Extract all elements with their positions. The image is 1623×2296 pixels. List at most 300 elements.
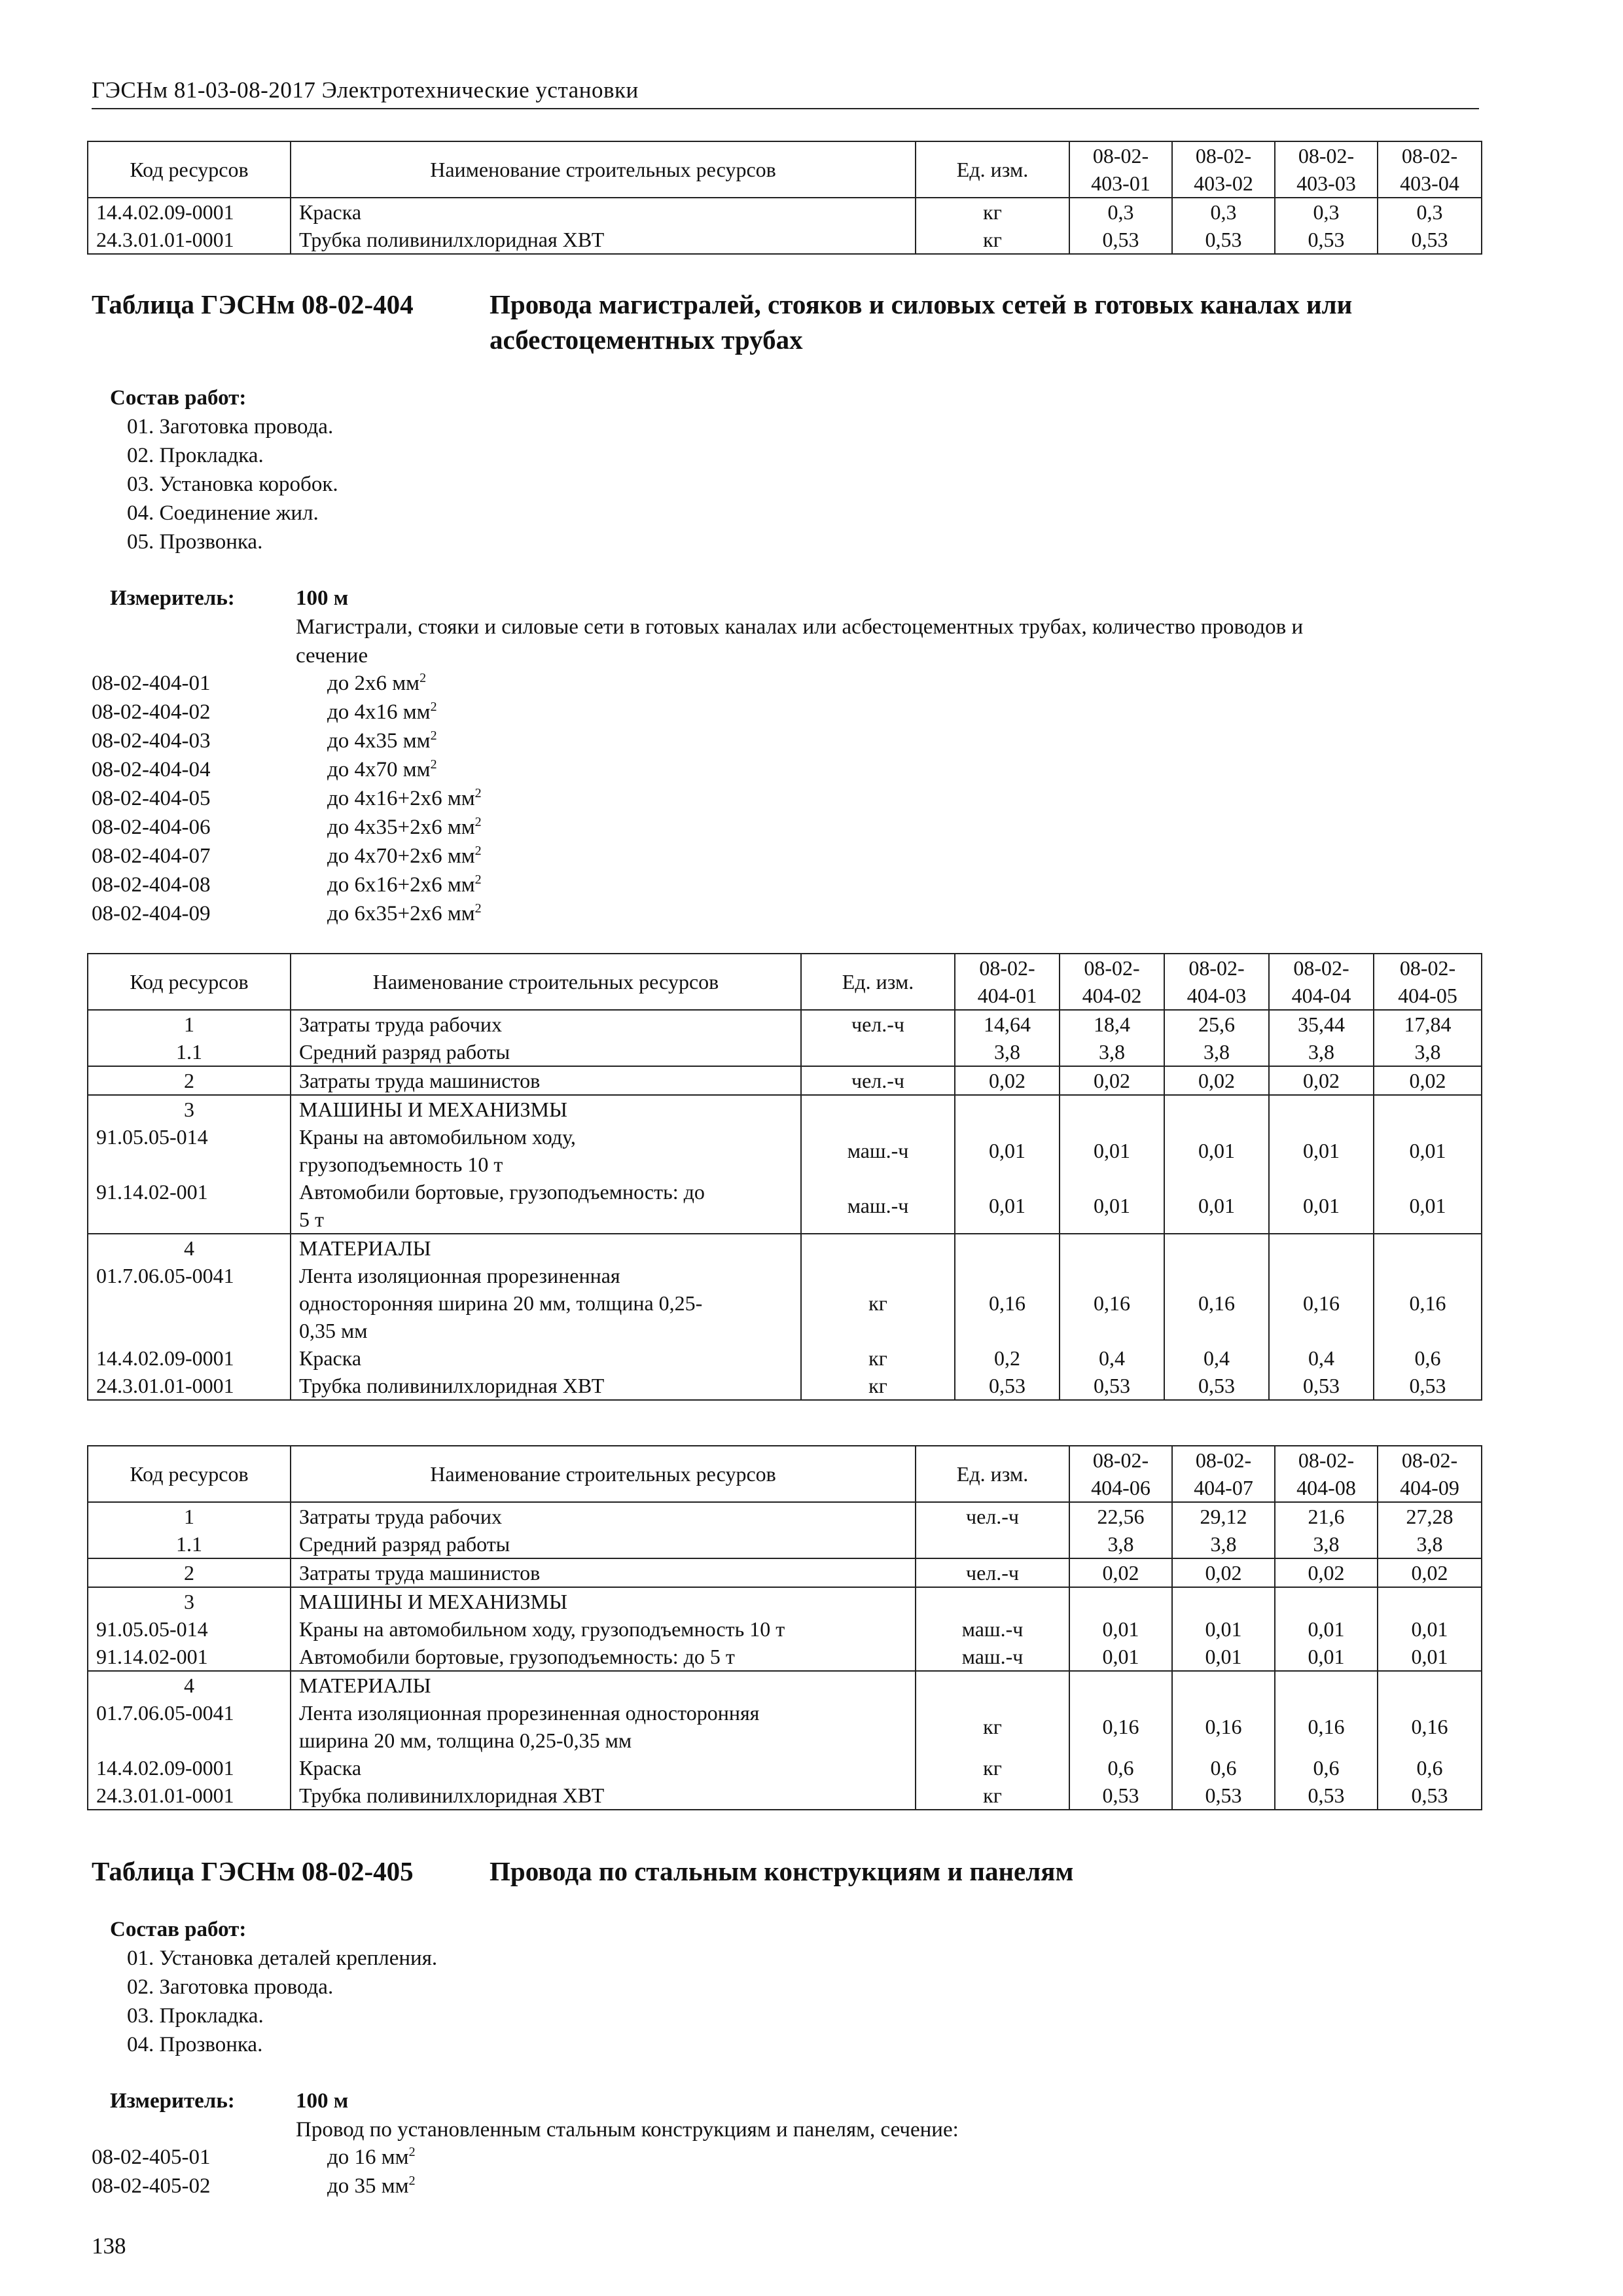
- cell-value: 0,16: [1164, 1262, 1269, 1344]
- cell-value: 0,02: [1378, 1558, 1482, 1587]
- col-header-variant: 08-02- 403-01: [1069, 141, 1172, 198]
- cell-name: Краска: [291, 1344, 801, 1372]
- cell-value: [1378, 1587, 1482, 1615]
- table-row: [88, 1178, 1482, 1234]
- variant-row: [92, 672, 681, 700]
- cell-value: 17,84: [1374, 1010, 1482, 1038]
- cell-name: Краска: [291, 1754, 916, 1782]
- cell-code: 4: [88, 1234, 291, 1262]
- cell-value: 0,53: [1275, 1782, 1378, 1810]
- cell-value: 35,44: [1269, 1010, 1374, 1038]
- cell-value: 0,53: [1069, 1782, 1172, 1810]
- cell-code: 2: [88, 1066, 291, 1095]
- cell-value: 0,6: [1069, 1754, 1172, 1782]
- variant-list: [92, 2145, 681, 2211]
- table-row: [88, 1643, 1482, 1671]
- cell-unit: кг: [916, 198, 1069, 226]
- cell-value: 0,16: [1374, 1262, 1482, 1344]
- cell-value: 22,56: [1069, 1502, 1172, 1530]
- table-row: [88, 1671, 1482, 1699]
- table-header-row: [88, 954, 1482, 1010]
- cell-unit: чел.-ч: [801, 1066, 955, 1095]
- cell-unit: [916, 1671, 1069, 1699]
- cell-name: Затраты труда рабочих: [291, 1502, 916, 1530]
- cell-value: 0,3: [1069, 198, 1172, 226]
- table-row: [88, 1038, 1482, 1066]
- table-row: [88, 1066, 1482, 1095]
- col-header-name: Наименование строительных ресурсов: [291, 141, 916, 198]
- cell-value: [1275, 1671, 1378, 1699]
- cell-value: 0,01: [1275, 1615, 1378, 1643]
- variant-desc: [327, 2145, 416, 2170]
- table-404-title-line1: Провода магистралей, стояков и силовых сетей в готовых каналах или: [490, 289, 1353, 319]
- variant-desc-sup: 2: [474, 844, 482, 858]
- cell-value: 0,4: [1164, 1344, 1269, 1372]
- cell-value: 0,53: [1374, 1372, 1482, 1400]
- variant-desc-text: до 6x16+2x6 мм: [327, 873, 475, 897]
- cell-value: 0,01: [955, 1123, 1060, 1178]
- cell-value: 3,8: [1172, 1530, 1275, 1558]
- cell-value: 0,01: [1374, 1123, 1482, 1178]
- col-header-variant: 08-02- 404-06: [1069, 1446, 1172, 1502]
- table-row: [88, 226, 1482, 254]
- cell-code: 91.14.02-001: [88, 1643, 291, 1671]
- cell-name: Краны на автомобильном ходу, грузоподъемность 10 т: [291, 1615, 916, 1643]
- cell-value: [1374, 1234, 1482, 1262]
- cell-value: 3,8: [1374, 1038, 1482, 1066]
- cell-value: 0,53: [1164, 1372, 1269, 1400]
- cell-name: Трубка поливинилхлоридная ХВТ: [291, 226, 916, 254]
- variant-list: [92, 672, 681, 933]
- variant-desc: [327, 787, 482, 811]
- cell-value: [1275, 1587, 1378, 1615]
- cell-value: 21,6: [1275, 1502, 1378, 1530]
- table-header-row: [88, 141, 1482, 198]
- work-item: 01. Заготовка провода.: [127, 415, 334, 439]
- cell-code: 01.7.06.05-0041: [88, 1699, 291, 1754]
- cell-name-line: Лента изоляционная прорезиненная односторонняя: [299, 1701, 760, 1725]
- cell-name: Трубка поливинилхлоридная ХВТ: [291, 1372, 801, 1400]
- cell-name-line: грузоподъемность 10 т: [299, 1153, 503, 1176]
- cell-code: 4: [88, 1671, 291, 1699]
- variant-row: [92, 816, 681, 844]
- cell-unit: [801, 1234, 955, 1262]
- cell-unit: маш.-ч: [916, 1615, 1069, 1643]
- cell-value: 0,01: [1275, 1643, 1378, 1671]
- cell-value: 0,01: [1060, 1178, 1164, 1234]
- cell-code: 3: [88, 1095, 291, 1123]
- cell-unit: кг: [801, 1344, 955, 1372]
- measure-desc: сечение: [296, 644, 368, 668]
- variant-desc: [327, 844, 482, 869]
- variant-desc: [327, 700, 437, 725]
- work-heading: Состав работ:: [110, 386, 247, 410]
- table-404-prefix: Таблица ГЭСНм 08-02-404: [92, 289, 414, 319]
- variant-desc-sup: 2: [474, 786, 482, 800]
- variant-row: [92, 873, 681, 902]
- cell-name-line: односторонняя ширина 20 мм, толщина 0,25-: [299, 1291, 703, 1315]
- header-rule: [92, 108, 1479, 109]
- running-header: ГЭСНм 81-03-08-2017 Электротехнические установки: [92, 77, 639, 103]
- variant-desc: [327, 2174, 416, 2198]
- col-header-code: Код ресурсов: [88, 954, 291, 1010]
- cell-value: [955, 1095, 1060, 1123]
- col-header-variant: 08-02- 404-08: [1275, 1446, 1378, 1502]
- variant-code: 08-02-404-08: [92, 873, 211, 897]
- cell-unit: [916, 1530, 1069, 1558]
- variant-desc-text: до 4x16+2x6 мм: [327, 787, 475, 810]
- variant-row: [92, 729, 681, 758]
- cell-value: 0,16: [955, 1262, 1060, 1344]
- cell-value: [1060, 1095, 1164, 1123]
- cell-unit: [801, 1095, 955, 1123]
- cell-value: 0,01: [1069, 1615, 1172, 1643]
- variant-desc-sup: 2: [474, 901, 482, 916]
- measure-value: 100 м: [296, 586, 349, 610]
- variant-desc-text: до 35 мм: [327, 2174, 409, 2198]
- cell-value: [1172, 1587, 1275, 1615]
- cell-value: 0,3: [1378, 198, 1482, 226]
- table-row: [88, 1530, 1482, 1558]
- table-405-title: Провода по стальным конструкциям и панелям: [490, 1856, 1074, 1886]
- cell-value: 14,64: [955, 1010, 1060, 1038]
- table-header-row: [88, 1446, 1482, 1502]
- variant-desc-text: до 4x16 мм: [327, 700, 431, 724]
- cell-name: МАТЕРИАЛЫ: [291, 1234, 801, 1262]
- col-header-variant: 08-02- 404-01: [955, 954, 1060, 1010]
- measure-label: Измеритель:: [110, 586, 235, 610]
- cell-value: [1164, 1234, 1269, 1262]
- cell-value: 0,16: [1275, 1699, 1378, 1754]
- table-404-part-a: [87, 953, 1482, 1401]
- cell-value: 0,02: [1164, 1066, 1269, 1095]
- cell-value: 0,01: [955, 1178, 1060, 1234]
- variant-code: 08-02-404-06: [92, 816, 211, 839]
- table-row: [88, 1502, 1482, 1530]
- variant-code: 08-02-404-02: [92, 700, 211, 724]
- variant-row: [92, 2145, 681, 2174]
- variant-desc: [327, 902, 482, 926]
- col-header-variant: 08-02- 404-05: [1374, 954, 1482, 1010]
- page-number: 138: [92, 2233, 126, 2259]
- cell-code: 1.1: [88, 1530, 291, 1558]
- variant-desc-sup: 2: [408, 2145, 416, 2159]
- cell-value: 0,02: [1069, 1558, 1172, 1587]
- cell-unit: [916, 1587, 1069, 1615]
- cell-value: 3,8: [1069, 1530, 1172, 1558]
- cell-unit: чел.-ч: [916, 1558, 1069, 1587]
- variant-row: [92, 902, 681, 931]
- table-row: [88, 1699, 1482, 1754]
- table-row: [88, 1095, 1482, 1123]
- cell-value: 0,02: [1374, 1066, 1482, 1095]
- variant-desc: [327, 758, 437, 782]
- work-item: 02. Прокладка.: [127, 444, 264, 467]
- work-heading: Состав работ:: [110, 1918, 247, 1941]
- cell-value: 3,8: [955, 1038, 1060, 1066]
- variant-desc-sup: 2: [474, 815, 482, 829]
- variant-desc-text: до 2x6 мм: [327, 672, 420, 695]
- cell-value: 0,6: [1275, 1754, 1378, 1782]
- cell-value: 0,02: [1275, 1558, 1378, 1587]
- cell-value: 0,6: [1172, 1754, 1275, 1782]
- col-header-unit: Ед. изм.: [916, 1446, 1069, 1502]
- cell-code: 91.05.05-014: [88, 1615, 291, 1643]
- col-header-variant: 08-02- 404-02: [1060, 954, 1164, 1010]
- cell-value: 0,53: [1269, 1372, 1374, 1400]
- variant-desc: [327, 873, 482, 897]
- work-item: 04. Прозвонка.: [127, 2033, 263, 2056]
- cell-code: 3: [88, 1587, 291, 1615]
- variant-row: [92, 758, 681, 787]
- cell-value: [1069, 1671, 1172, 1699]
- cell-value: 0,02: [1172, 1558, 1275, 1587]
- variant-desc-sup: 2: [474, 872, 482, 887]
- work-item: 01. Установка деталей крепления.: [127, 1946, 438, 1970]
- variant-row: [92, 787, 681, 816]
- cell-value: 0,01: [1172, 1615, 1275, 1643]
- cell-unit: кг: [916, 1754, 1069, 1782]
- cell-value: [1060, 1234, 1164, 1262]
- cell-name: [291, 1262, 801, 1344]
- cell-value: 0,53: [1069, 226, 1172, 254]
- cell-value: 0,53: [1172, 226, 1275, 254]
- cell-value: 0,53: [1378, 226, 1482, 254]
- cell-name: Средний разряд работы: [291, 1038, 801, 1066]
- cell-value: 0,01: [1172, 1643, 1275, 1671]
- cell-value: 0,02: [955, 1066, 1060, 1095]
- cell-value: 25,6: [1164, 1010, 1269, 1038]
- cell-value: 3,8: [1164, 1038, 1269, 1066]
- measure-desc: Провод по установленным стальным конструкциям и панелям, сечение:: [296, 2118, 959, 2142]
- variant-code: 08-02-405-02: [92, 2174, 211, 2198]
- variant-desc: [327, 672, 426, 696]
- cell-code: 91.14.02-001: [88, 1178, 291, 1234]
- cell-name: [291, 1123, 801, 1178]
- cell-name: Автомобили бортовые, грузоподъемность: до 5 т: [291, 1643, 916, 1671]
- variant-desc-text: до 6x35+2x6 мм: [327, 902, 475, 925]
- cell-unit: маш.-ч: [801, 1123, 955, 1178]
- variant-code: 08-02-404-03: [92, 729, 211, 753]
- table-row: [88, 1782, 1482, 1810]
- table-row: [88, 1344, 1482, 1372]
- cell-name-line: Автомобили бортовые, грузоподъемность: до: [299, 1180, 705, 1204]
- cell-name-line: 0,35 мм: [299, 1319, 368, 1342]
- table-row: [88, 1010, 1482, 1038]
- cell-value: 3,8: [1378, 1530, 1482, 1558]
- cell-name: Краска: [291, 198, 916, 226]
- variant-code: 08-02-404-09: [92, 902, 211, 925]
- cell-code: 24.3.01.01-0001: [88, 1372, 291, 1400]
- col-header-unit: Ед. изм.: [916, 141, 1069, 198]
- table-row: [88, 1234, 1482, 1262]
- cell-value: 0,01: [1378, 1615, 1482, 1643]
- cell-name: [291, 1178, 801, 1234]
- cell-value: 0,2: [955, 1344, 1060, 1372]
- variant-desc-sup: 2: [408, 2174, 416, 2188]
- cell-value: 0,02: [1269, 1066, 1374, 1095]
- col-header-name: Наименование строительных ресурсов: [291, 1446, 916, 1502]
- cell-name: МАТЕРИАЛЫ: [291, 1671, 916, 1699]
- cell-name: Затраты труда машинистов: [291, 1066, 801, 1095]
- cell-code: 1.1: [88, 1038, 291, 1066]
- work-item: 04. Соединение жил.: [127, 501, 319, 525]
- cell-name: МАШИНЫ И МЕХАНИЗМЫ: [291, 1095, 801, 1123]
- measure-label: Измеритель:: [110, 2089, 235, 2113]
- col-header-variant: 08-02- 403-03: [1275, 141, 1378, 198]
- cell-value: 0,3: [1172, 198, 1275, 226]
- variant-code: 08-02-404-04: [92, 758, 211, 781]
- cell-value: 0,01: [1069, 1643, 1172, 1671]
- cell-unit: кг: [916, 226, 1069, 254]
- cell-value: 3,8: [1060, 1038, 1164, 1066]
- work-item: 05. Прозвонка.: [127, 530, 263, 554]
- cell-value: 3,8: [1275, 1530, 1378, 1558]
- cell-name-line: Лента изоляционная прорезиненная: [299, 1264, 620, 1287]
- table-row: [88, 1123, 1482, 1178]
- table-row: [88, 1558, 1482, 1587]
- cell-value: 0,53: [955, 1372, 1060, 1400]
- variant-row: [92, 700, 681, 729]
- variant-desc-text: до 4x70+2x6 мм: [327, 844, 475, 868]
- table-row: [88, 1372, 1482, 1400]
- cell-value: [1269, 1095, 1374, 1123]
- table-404-part-b: [87, 1445, 1482, 1810]
- cell-value: 0,16: [1269, 1262, 1374, 1344]
- table-404-title-line2: асбестоцементных трубах: [490, 325, 803, 355]
- col-header-unit: Ед. изм.: [801, 954, 955, 1010]
- cell-value: [1269, 1234, 1374, 1262]
- work-item: 03. Прокладка.: [127, 2004, 264, 2028]
- col-header-variant: 08-02- 404-03: [1164, 954, 1269, 1010]
- col-header-variant: 08-02- 403-02: [1172, 141, 1275, 198]
- work-item: 02. Заготовка провода.: [127, 1975, 334, 1999]
- cell-unit: кг: [801, 1262, 955, 1344]
- measure-value: 100 м: [296, 2089, 349, 2113]
- cell-value: 0,16: [1060, 1262, 1164, 1344]
- cell-code: 14.4.02.09-0001: [88, 1754, 291, 1782]
- cell-unit: кг: [916, 1699, 1069, 1754]
- cell-code: 2: [88, 1558, 291, 1587]
- cell-value: 27,28: [1378, 1502, 1482, 1530]
- table-row: [88, 1615, 1482, 1643]
- measure-desc: Магистрали, стояки и силовые сети в готовых каналах или асбестоцементных трубах, количество проводов и: [296, 615, 1304, 639]
- cell-value: 29,12: [1172, 1502, 1275, 1530]
- cell-unit: маш.-ч: [916, 1643, 1069, 1671]
- cell-value: 0,53: [1172, 1782, 1275, 1810]
- variant-code: 08-02-404-07: [92, 844, 211, 868]
- cell-name: Средний разряд работы: [291, 1530, 916, 1558]
- variant-desc: [327, 729, 437, 753]
- cell-name: Затраты труда рабочих: [291, 1010, 801, 1038]
- cell-value: [1164, 1095, 1269, 1123]
- cell-value: 0,02: [1060, 1066, 1164, 1095]
- cell-name-line: Краны на автомобильном ходу,: [299, 1125, 576, 1149]
- cell-value: 0,01: [1060, 1123, 1164, 1178]
- work-item: 03. Установка коробок.: [127, 473, 338, 496]
- col-header-variant: 08-02- 403-04: [1378, 141, 1482, 198]
- cell-value: 0,01: [1269, 1178, 1374, 1234]
- cell-value: 0,6: [1374, 1344, 1482, 1372]
- variant-code: 08-02-404-01: [92, 672, 211, 695]
- cell-value: 0,4: [1269, 1344, 1374, 1372]
- cell-code: 1: [88, 1010, 291, 1038]
- cell-code: 14.4.02.09-0001: [88, 198, 291, 226]
- table-row: [88, 1754, 1482, 1782]
- cell-value: 0,01: [1374, 1178, 1482, 1234]
- col-header-code: Код ресурсов: [88, 1446, 291, 1502]
- variant-desc-sup: 2: [430, 700, 437, 714]
- variant-desc-text: до 4x35 мм: [327, 729, 431, 753]
- variant-desc-sup: 2: [430, 728, 437, 743]
- cell-unit: чел.-ч: [916, 1502, 1069, 1530]
- variant-desc: [327, 816, 482, 840]
- variant-row: [92, 2174, 681, 2203]
- cell-unit: кг: [801, 1372, 955, 1400]
- cell-code: 24.3.01.01-0001: [88, 226, 291, 254]
- cell-value: [1374, 1095, 1482, 1123]
- col-header-variant: 08-02- 404-07: [1172, 1446, 1275, 1502]
- cell-value: [1069, 1587, 1172, 1615]
- cell-name: [291, 1699, 916, 1754]
- variant-desc-text: до 4x70 мм: [327, 758, 431, 781]
- cell-value: [955, 1234, 1060, 1262]
- cell-unit: [801, 1038, 955, 1066]
- cell-value: 0,53: [1378, 1782, 1482, 1810]
- table-405-prefix: Таблица ГЭСНм 08-02-405: [92, 1856, 414, 1886]
- cell-value: 0,16: [1378, 1699, 1482, 1754]
- cell-value: 0,16: [1069, 1699, 1172, 1754]
- cell-value: 0,6: [1378, 1754, 1482, 1782]
- cell-code: 01.7.06.05-0041: [88, 1262, 291, 1344]
- cell-value: 0,01: [1378, 1643, 1482, 1671]
- cell-name: МАШИНЫ И МЕХАНИЗМЫ: [291, 1587, 916, 1615]
- cell-code: 91.05.05-014: [88, 1123, 291, 1178]
- cell-unit: чел.-ч: [801, 1010, 955, 1038]
- col-header-variant: 08-02- 404-09: [1378, 1446, 1482, 1502]
- variant-row: [92, 844, 681, 873]
- variant-desc-text: до 16 мм: [327, 2145, 409, 2169]
- cell-value: [1378, 1671, 1482, 1699]
- cell-name: Затраты труда машинистов: [291, 1558, 916, 1587]
- cell-name-line: 5 т: [299, 1208, 324, 1231]
- col-header-name: Наименование строительных ресурсов: [291, 954, 801, 1010]
- cell-value: 18,4: [1060, 1010, 1164, 1038]
- table-row: [88, 198, 1482, 226]
- cell-value: 0,01: [1164, 1123, 1269, 1178]
- cell-code: 24.3.01.01-0001: [88, 1782, 291, 1810]
- variant-code: 08-02-405-01: [92, 2145, 211, 2169]
- cell-value: 0,01: [1269, 1123, 1374, 1178]
- col-header-variant: 08-02- 404-04: [1269, 954, 1374, 1010]
- cell-value: 3,8: [1269, 1038, 1374, 1066]
- cell-value: 0,53: [1060, 1372, 1164, 1400]
- cell-value: 0,53: [1275, 226, 1378, 254]
- cell-unit: кг: [916, 1782, 1069, 1810]
- cell-unit: маш.-ч: [801, 1178, 955, 1234]
- variant-code: 08-02-404-05: [92, 787, 211, 810]
- col-header-code: Код ресурсов: [88, 141, 291, 198]
- cell-value: 0,01: [1164, 1178, 1269, 1234]
- table-row: [88, 1587, 1482, 1615]
- cell-name: Трубка поливинилхлоридная ХВТ: [291, 1782, 916, 1810]
- table-row: [88, 1262, 1482, 1344]
- table-403-tail: [87, 141, 1482, 255]
- cell-value: 0,4: [1060, 1344, 1164, 1372]
- cell-code: 14.4.02.09-0001: [88, 1344, 291, 1372]
- variant-desc-sup: 2: [419, 671, 427, 685]
- cell-value: 0,3: [1275, 198, 1378, 226]
